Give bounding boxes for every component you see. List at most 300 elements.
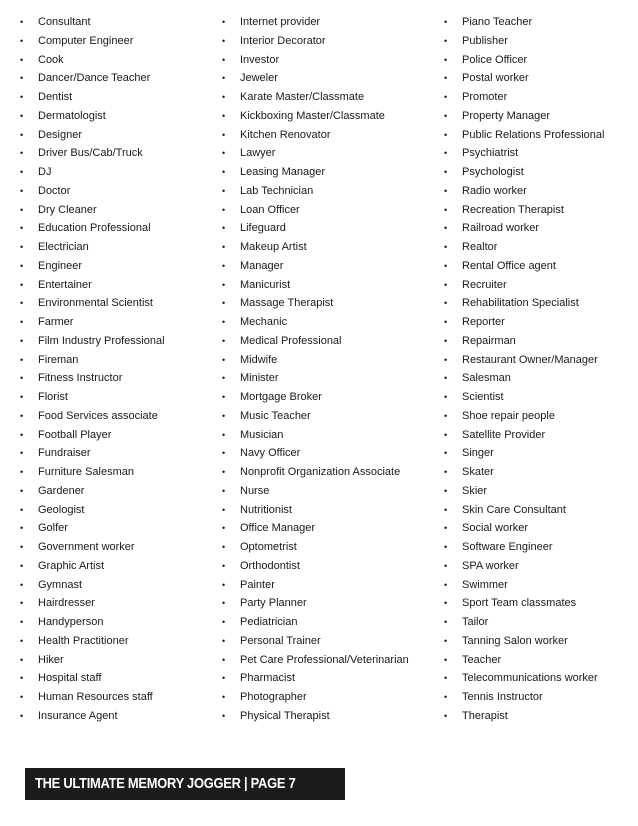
list-item bbox=[20, 294, 220, 313]
occupation-label: Nurse bbox=[240, 484, 270, 497]
occupation-label: Lifeguard bbox=[240, 222, 286, 235]
list-item bbox=[20, 69, 220, 88]
list-item bbox=[222, 313, 434, 332]
bullet-icon: • bbox=[444, 673, 448, 684]
occupation-label: Graphic Artist bbox=[38, 559, 105, 572]
occupation-label: Insurance Agent bbox=[38, 709, 118, 722]
bullet-icon: • bbox=[20, 148, 24, 159]
list-item bbox=[444, 219, 634, 238]
bullet-icon: • bbox=[444, 373, 448, 384]
bullet-icon: • bbox=[20, 598, 24, 609]
list-item bbox=[444, 332, 634, 351]
bullet-icon: • bbox=[222, 317, 226, 327]
bullet-icon: • bbox=[20, 542, 24, 552]
occupation-label: Sport Team classmates bbox=[462, 597, 577, 610]
list-item bbox=[444, 426, 634, 445]
occupation-column-3 bbox=[444, 13, 634, 726]
list-item bbox=[20, 351, 220, 370]
bullet-icon: • bbox=[222, 167, 226, 177]
list-item bbox=[444, 294, 634, 313]
occupation-label: Property Manager bbox=[462, 109, 551, 122]
bullet-icon: • bbox=[20, 504, 24, 515]
list-item bbox=[222, 163, 434, 182]
bullet-icon: • bbox=[20, 410, 24, 421]
bullet-icon: • bbox=[20, 279, 24, 290]
occupation-label: Electrician bbox=[38, 241, 89, 253]
list-item bbox=[222, 519, 434, 538]
bullet-icon: • bbox=[222, 110, 226, 121]
occupation-label: Minister bbox=[240, 372, 279, 385]
bullet-icon: • bbox=[444, 410, 448, 421]
occupation-label: SPA worker bbox=[462, 559, 519, 572]
occupation-label: Dermatologist bbox=[38, 109, 106, 122]
bullet-icon: • bbox=[20, 523, 24, 534]
list-item bbox=[222, 69, 434, 88]
bullet-icon: • bbox=[444, 635, 448, 646]
bullet-icon: • bbox=[444, 260, 448, 271]
bullet-icon: • bbox=[20, 223, 24, 234]
occupation-label: Skater bbox=[462, 466, 494, 478]
occupation-label: Scientist bbox=[462, 391, 504, 403]
list-item bbox=[444, 13, 634, 32]
list-item bbox=[444, 407, 634, 426]
bullet-icon: • bbox=[222, 54, 226, 65]
bullet-icon: • bbox=[222, 560, 226, 571]
bullet-icon: • bbox=[222, 223, 226, 234]
bullet-icon: • bbox=[222, 673, 226, 684]
occupation-label: Salesman bbox=[462, 372, 511, 385]
list-item bbox=[20, 482, 220, 501]
bullet-icon: • bbox=[20, 17, 24, 27]
occupation-label: Tennis Instructor bbox=[462, 691, 543, 703]
list-item bbox=[20, 144, 220, 163]
occupation-label: Medical Professional bbox=[240, 334, 342, 347]
list-item bbox=[20, 201, 220, 220]
occupation-label: Optometrist bbox=[240, 541, 297, 553]
occupation-label: Handyperson bbox=[38, 616, 104, 628]
list-item bbox=[222, 351, 434, 370]
list-item bbox=[222, 688, 434, 707]
occupation-label: Environmental Scientist bbox=[38, 297, 153, 310]
occupation-label: Realtor bbox=[462, 241, 498, 253]
list-item bbox=[222, 388, 434, 407]
bullet-icon: • bbox=[444, 392, 448, 402]
bullet-icon: • bbox=[20, 692, 24, 702]
occupation-label: Interior Decorator bbox=[240, 34, 326, 47]
list-item bbox=[20, 613, 220, 632]
occupation-label: Golfer bbox=[38, 522, 68, 535]
occupation-label: Skier bbox=[462, 484, 488, 497]
occupation-label: Nutritionist bbox=[240, 503, 292, 516]
list-item bbox=[20, 276, 220, 295]
list-item bbox=[20, 669, 220, 688]
bullet-icon: • bbox=[444, 17, 448, 27]
bullet-icon: • bbox=[444, 35, 448, 46]
bullet-icon: • bbox=[444, 523, 448, 534]
list-item bbox=[222, 482, 434, 501]
occupation-label: Psychiatrist bbox=[462, 147, 519, 160]
bullet-icon: • bbox=[444, 598, 448, 609]
occupation-label: Psychologist bbox=[462, 166, 524, 178]
occupation-label: Gymnast bbox=[38, 578, 83, 591]
list-item bbox=[20, 501, 220, 520]
occupation-label: Kitchen Renovator bbox=[240, 128, 331, 141]
occupation-label: Education Professional bbox=[38, 222, 151, 235]
occupation-label: Satellite Provider bbox=[462, 428, 546, 441]
list-item bbox=[222, 13, 434, 32]
list-item bbox=[222, 407, 434, 426]
list-item bbox=[444, 463, 634, 482]
bullet-icon: • bbox=[20, 654, 24, 665]
bullet-icon: • bbox=[444, 317, 448, 327]
bullet-icon: • bbox=[222, 260, 226, 271]
bullet-icon: • bbox=[222, 279, 226, 290]
occupation-label: Midwife bbox=[240, 353, 278, 366]
list-item bbox=[444, 144, 634, 163]
occupation-label: Florist bbox=[38, 391, 68, 403]
bullet-icon: • bbox=[444, 298, 448, 309]
list-item bbox=[20, 126, 220, 145]
occupation-label: Reporter bbox=[462, 316, 505, 328]
list-item bbox=[20, 651, 220, 670]
occupation-label: Recruiter bbox=[462, 278, 507, 291]
bullet-icon: • bbox=[222, 373, 226, 384]
bullet-icon: • bbox=[20, 485, 24, 496]
occupation-label: Restaurant Owner/Manager bbox=[462, 353, 598, 366]
list-item bbox=[222, 51, 434, 70]
list-item bbox=[20, 32, 220, 51]
occupation-label: Swimmer bbox=[462, 578, 508, 591]
bullet-icon: • bbox=[444, 448, 448, 459]
list-item bbox=[222, 557, 434, 576]
bullet-icon: • bbox=[222, 298, 226, 309]
bullet-icon: • bbox=[444, 354, 448, 365]
occupation-label: Fireman bbox=[38, 353, 79, 366]
list-item bbox=[222, 238, 434, 257]
occupation-label: Teacher bbox=[462, 653, 502, 666]
bullet-icon: • bbox=[222, 598, 226, 609]
bullet-icon: • bbox=[444, 185, 448, 196]
occupation-label: Farmer bbox=[38, 316, 74, 328]
occupation-columns bbox=[0, 13, 638, 733]
occupation-label: Human Resources staff bbox=[38, 691, 153, 703]
occupation-label: Singer bbox=[462, 447, 494, 460]
bullet-icon: • bbox=[444, 579, 448, 590]
list-item bbox=[222, 576, 434, 595]
list-item bbox=[444, 482, 634, 501]
footer-title: THE ULTIMATE MEMORY JOGGER | PAGE 7 bbox=[35, 775, 296, 792]
bullet-icon: • bbox=[20, 392, 24, 402]
bullet-icon: • bbox=[444, 129, 448, 140]
list-item bbox=[444, 107, 634, 126]
list-item bbox=[444, 388, 634, 407]
bullet-icon: • bbox=[222, 523, 226, 534]
bullet-icon: • bbox=[222, 448, 226, 459]
occupation-label: Hospital staff bbox=[38, 672, 102, 685]
occupation-label: Lab Technician bbox=[240, 184, 314, 197]
list-item bbox=[222, 219, 434, 238]
list-item bbox=[222, 669, 434, 688]
list-item bbox=[222, 426, 434, 445]
list-item bbox=[20, 519, 220, 538]
list-item bbox=[20, 257, 220, 276]
occupation-label: Personal Trainer bbox=[240, 634, 321, 647]
list-item bbox=[222, 538, 434, 557]
occupation-label: Investor bbox=[240, 53, 280, 66]
occupation-label: Football Player bbox=[38, 428, 112, 441]
bullet-icon: • bbox=[444, 242, 448, 252]
occupation-label: Skin Care Consultant bbox=[462, 503, 566, 516]
occupation-label: Kickboxing Master/Classmate bbox=[240, 109, 385, 122]
occupation-label: Shoe repair people bbox=[462, 409, 555, 422]
occupation-label: Lawyer bbox=[240, 147, 276, 160]
bullet-icon: • bbox=[222, 617, 226, 627]
list-item bbox=[20, 557, 220, 576]
occupation-label: Postal worker bbox=[462, 72, 529, 85]
occupation-label: Film Industry Professional bbox=[38, 334, 165, 347]
occupation-label: Food Services associate bbox=[38, 409, 158, 422]
bullet-icon: • bbox=[444, 148, 448, 159]
bullet-icon: • bbox=[222, 73, 226, 84]
list-item bbox=[20, 407, 220, 426]
list-item bbox=[444, 444, 634, 463]
occupation-label: Hiker bbox=[38, 653, 64, 666]
bullet-icon: • bbox=[20, 710, 24, 721]
list-item bbox=[444, 613, 634, 632]
bullet-icon: • bbox=[20, 92, 24, 102]
list-item bbox=[222, 182, 434, 201]
occupation-label: Driver Bus/Cab/Truck bbox=[38, 147, 143, 160]
list-item bbox=[444, 163, 634, 182]
bullet-icon: • bbox=[222, 242, 226, 252]
bullet-icon: • bbox=[222, 335, 226, 346]
bullet-icon: • bbox=[444, 92, 448, 102]
bullet-icon: • bbox=[222, 410, 226, 421]
list-item bbox=[222, 632, 434, 651]
list-item bbox=[444, 632, 634, 651]
list-item bbox=[20, 219, 220, 238]
occupation-label: Jeweler bbox=[240, 72, 278, 85]
bullet-icon: • bbox=[222, 485, 226, 496]
bullet-icon: • bbox=[222, 467, 226, 477]
bullet-icon: • bbox=[444, 617, 448, 627]
list-item bbox=[222, 144, 434, 163]
list-item bbox=[20, 426, 220, 445]
occupation-label: Pediatrician bbox=[240, 616, 298, 628]
occupation-label: Doctor bbox=[38, 184, 71, 197]
occupation-label: Therapist bbox=[462, 709, 508, 722]
occupation-label: Manager bbox=[240, 259, 284, 272]
occupation-label: Manicurist bbox=[240, 278, 291, 291]
list-item bbox=[222, 501, 434, 520]
list-item bbox=[20, 463, 220, 482]
list-item bbox=[20, 88, 220, 107]
occupation-label: Engineer bbox=[38, 259, 83, 272]
list-item bbox=[222, 707, 434, 726]
bullet-icon: • bbox=[20, 673, 24, 684]
bullet-icon: • bbox=[444, 467, 448, 477]
list-item bbox=[20, 594, 220, 613]
occupation-label: Social worker bbox=[462, 522, 529, 535]
bullet-icon: • bbox=[20, 298, 24, 309]
bullet-icon: • bbox=[444, 692, 448, 702]
list-item bbox=[444, 519, 634, 538]
bullet-icon: • bbox=[444, 279, 448, 290]
occupation-label: Photographer bbox=[240, 691, 307, 703]
list-item bbox=[222, 613, 434, 632]
bullet-icon: • bbox=[222, 148, 226, 159]
bullet-icon: • bbox=[20, 185, 24, 196]
bullet-icon: • bbox=[444, 204, 448, 215]
bullet-icon: • bbox=[444, 710, 448, 721]
list-item bbox=[444, 369, 634, 388]
bullet-icon: • bbox=[444, 73, 448, 84]
bullet-icon: • bbox=[20, 73, 24, 84]
list-item bbox=[444, 238, 634, 257]
occupation-label: Dry Cleaner bbox=[38, 203, 97, 216]
bullet-icon: • bbox=[444, 223, 448, 234]
bullet-icon: • bbox=[222, 35, 226, 46]
bullet-icon: • bbox=[20, 560, 24, 571]
list-item bbox=[444, 257, 634, 276]
occupation-label: DJ bbox=[38, 166, 52, 178]
list-item bbox=[222, 88, 434, 107]
bullet-icon: • bbox=[444, 504, 448, 515]
list-item bbox=[444, 707, 634, 726]
occupation-label: Rental Office agent bbox=[462, 259, 556, 272]
list-item bbox=[222, 332, 434, 351]
occupation-label: Hairdresser bbox=[38, 597, 95, 610]
bullet-icon: • bbox=[20, 635, 24, 646]
list-item bbox=[20, 313, 220, 332]
footer-banner bbox=[25, 768, 345, 800]
bullet-icon: • bbox=[222, 185, 226, 196]
list-item bbox=[222, 594, 434, 613]
list-item bbox=[20, 388, 220, 407]
bullet-icon: • bbox=[444, 110, 448, 121]
list-item bbox=[20, 182, 220, 201]
bullet-icon: • bbox=[444, 54, 448, 65]
occupation-label: Cook bbox=[38, 53, 64, 66]
list-item bbox=[222, 107, 434, 126]
list-item bbox=[20, 13, 220, 32]
occupation-label: Music Teacher bbox=[240, 409, 311, 422]
occupation-label: Furniture Salesman bbox=[38, 466, 134, 478]
occupation-label: Government worker bbox=[38, 541, 135, 553]
bullet-icon: • bbox=[20, 335, 24, 346]
occupation-label: Party Planner bbox=[240, 597, 307, 610]
occupation-label: Leasing Manager bbox=[240, 166, 326, 178]
list-item bbox=[444, 51, 634, 70]
list-item bbox=[444, 313, 634, 332]
list-item bbox=[20, 707, 220, 726]
bullet-icon: • bbox=[20, 317, 24, 327]
list-item bbox=[222, 294, 434, 313]
occupation-label: Makeup Artist bbox=[240, 241, 307, 253]
list-item bbox=[20, 332, 220, 351]
occupation-label: Piano Teacher bbox=[462, 16, 533, 28]
list-item bbox=[444, 594, 634, 613]
list-item bbox=[20, 369, 220, 388]
list-item bbox=[20, 444, 220, 463]
occupation-label: Karate Master/Classmate bbox=[240, 91, 365, 103]
bullet-icon: • bbox=[20, 35, 24, 46]
occupation-label: Dentist bbox=[38, 91, 73, 103]
occupation-label: Health Practitioner bbox=[38, 634, 129, 647]
occupation-label: Physical Therapist bbox=[240, 709, 330, 722]
list-item bbox=[222, 276, 434, 295]
bullet-icon: • bbox=[444, 335, 448, 346]
occupation-label: Consultant bbox=[38, 16, 91, 28]
occupation-label: Orthodontist bbox=[240, 559, 300, 572]
occupation-label: Pet Care Professional/Veterinarian bbox=[240, 653, 409, 666]
bullet-icon: • bbox=[20, 204, 24, 215]
occupation-label: Recreation Therapist bbox=[462, 203, 564, 216]
bullet-icon: • bbox=[222, 392, 226, 402]
occupation-label: Nonprofit Organization Associate bbox=[240, 466, 401, 478]
occupation-column-2 bbox=[222, 13, 434, 726]
bullet-icon: • bbox=[444, 560, 448, 571]
bullet-icon: • bbox=[444, 485, 448, 496]
occupation-label: Computer Engineer bbox=[38, 34, 134, 47]
occupation-label: Railroad worker bbox=[462, 222, 540, 235]
bullet-icon: • bbox=[222, 654, 226, 665]
bullet-icon: • bbox=[222, 17, 226, 27]
occupation-label: Tanning Salon worker bbox=[462, 634, 568, 647]
bullet-icon: • bbox=[20, 167, 24, 177]
occupation-label: Mortgage Broker bbox=[240, 391, 322, 403]
bullet-icon: • bbox=[20, 429, 24, 440]
bullet-icon: • bbox=[444, 542, 448, 552]
bullet-icon: • bbox=[222, 354, 226, 365]
bullet-icon: • bbox=[20, 129, 24, 140]
bullet-icon: • bbox=[222, 504, 226, 515]
occupation-label: Fitness Instructor bbox=[38, 372, 123, 385]
list-item bbox=[444, 32, 634, 51]
list-item bbox=[444, 688, 634, 707]
list-item bbox=[222, 463, 434, 482]
list-item bbox=[20, 538, 220, 557]
occupation-label: Gardener bbox=[38, 484, 85, 497]
occupation-label: Dancer/Dance Teacher bbox=[38, 72, 151, 85]
list-item bbox=[222, 126, 434, 145]
list-item bbox=[444, 576, 634, 595]
occupation-label: Painter bbox=[240, 578, 275, 591]
list-item bbox=[222, 201, 434, 220]
occupation-label: Software Engineer bbox=[462, 541, 553, 553]
bullet-icon: • bbox=[20, 579, 24, 590]
occupation-label: Telecommunications worker bbox=[462, 672, 598, 685]
bullet-icon: • bbox=[444, 167, 448, 177]
list-item bbox=[444, 182, 634, 201]
list-item bbox=[20, 238, 220, 257]
list-item bbox=[444, 669, 634, 688]
occupation-label: Tailor bbox=[462, 616, 489, 628]
list-item bbox=[222, 32, 434, 51]
occupation-label: Loan Officer bbox=[240, 203, 300, 216]
occupation-label: Musician bbox=[240, 428, 284, 441]
bullet-icon: • bbox=[222, 542, 226, 552]
bullet-icon: • bbox=[20, 467, 24, 477]
bullet-icon: • bbox=[222, 92, 226, 102]
bullet-icon: • bbox=[20, 373, 24, 384]
bullet-icon: • bbox=[222, 692, 226, 702]
occupation-label: Publisher bbox=[462, 34, 508, 47]
bullet-icon: • bbox=[222, 635, 226, 646]
list-item bbox=[444, 651, 634, 670]
bullet-icon: • bbox=[444, 429, 448, 440]
list-item bbox=[20, 688, 220, 707]
